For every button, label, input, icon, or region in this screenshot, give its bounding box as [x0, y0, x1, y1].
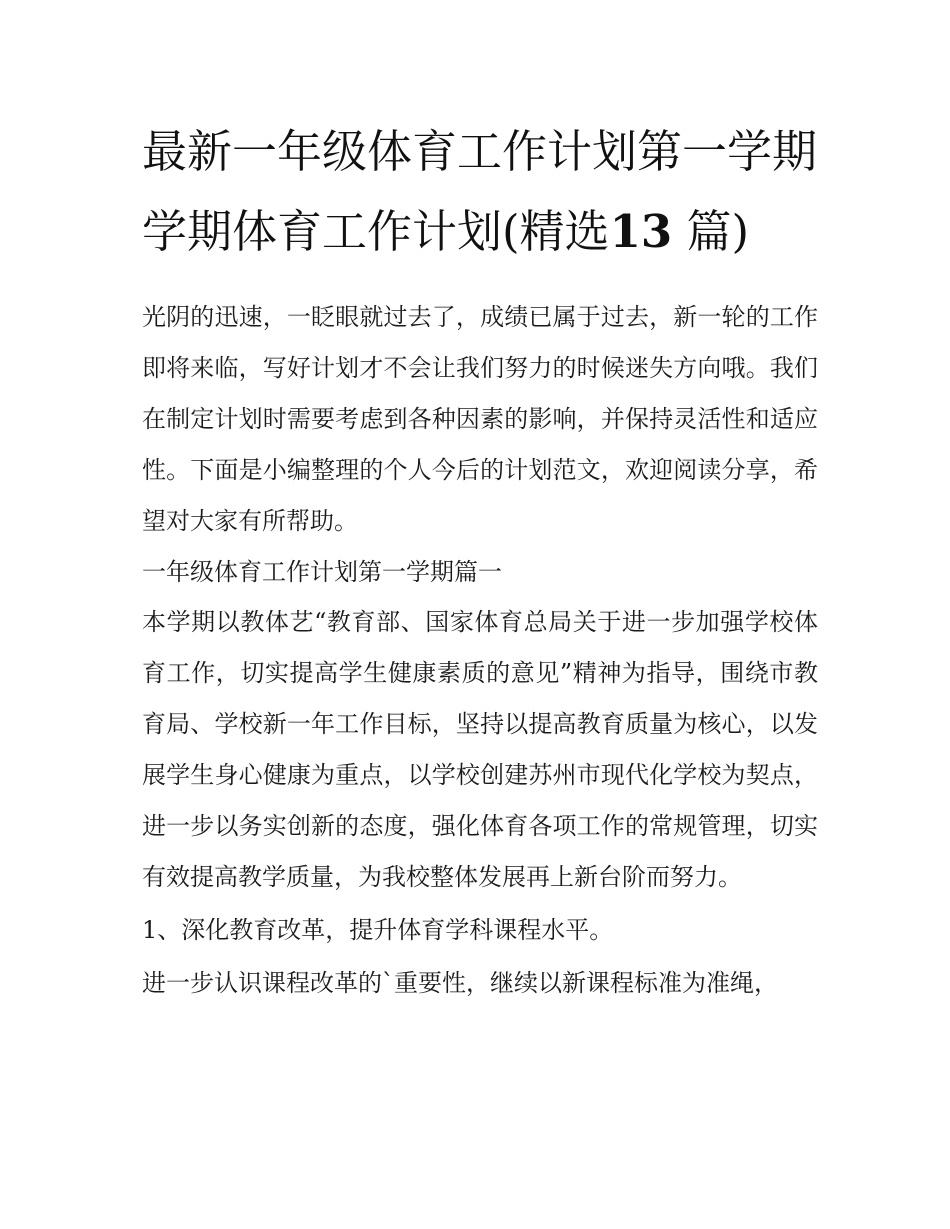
document-content	[142, 112, 818, 1009]
title-text: 最新一年级体育工作计划第一学期 学期体育工作计划(精选	[142, 125, 818, 258]
point-heading: 1、深化教育改革，提升体育学科课程水平。	[142, 916, 614, 944]
section-paragraph: 本学期以教体艺“教育部、国家体育总局关于进一步加强学校体育工作，切实提高学生健康素质的意见”精神为指导，围绕市教育局、学校新一年工作目标，坚持以提高教育质量为核心，以发展学生身心健康为重点，以学校创建苏州市现代化学校为契点，进一步以务实创新的态度，强化体育各项工作的常规管理，切实有效提高教学质量，为我校整体发展再上新台阶而努力。	[142, 608, 818, 891]
point-paragraph: 进一步认识课程改革的`重要性，继续以新课程标准为准绳，	[142, 969, 778, 997]
title-suffix: 篇)	[672, 205, 750, 258]
document-title	[142, 112, 818, 272]
section-heading: 一年级体育工作计划第一学期篇一	[142, 558, 502, 586]
intro-paragraph: 光阴的迅速，一眨眼就过去了，成绩已属于过去，新一轮的工作即将来临，写好计划才不会让我们努力的时候迷失方向哦。我们在制定计划时需要考虑到各种因素的影响，并保持灵活性和适应性。下面是小编整理的个人今后的计划范文，欢迎阅读分享，希望对大家有所帮助。	[142, 303, 818, 535]
title-number: 13	[609, 205, 673, 258]
